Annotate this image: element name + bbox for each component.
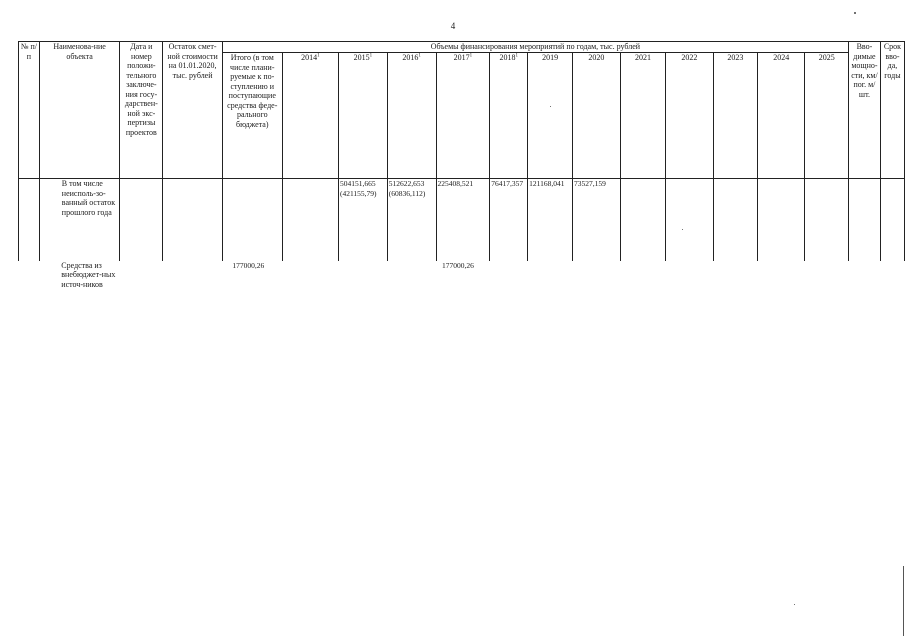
cell-2015 — [338, 179, 387, 261]
cell-2023 — [713, 261, 757, 321]
cell-total — [222, 179, 282, 261]
cell-2016 — [387, 179, 436, 261]
cell-2020 — [573, 261, 621, 321]
col-header-term: Срок вво-да, годы — [880, 42, 904, 179]
financing-table — [18, 41, 905, 321]
cell-2017: 225408,521 — [436, 179, 490, 261]
cell-total: 177000,26 — [232, 260, 265, 270]
col-header-year-2016: 2016$^1$ — [387, 53, 436, 179]
cell-2023 — [713, 179, 757, 261]
col-header-year-2015: 2015$^1$ — [338, 53, 387, 179]
cell-remainder — [163, 261, 223, 321]
col-header-year-2017: 2017$^1$ — [436, 53, 490, 179]
cell-2022 — [666, 261, 713, 321]
cell-number — [19, 179, 40, 261]
cell-2020: 73527,159 — [573, 179, 621, 261]
cell-2019 — [528, 261, 573, 321]
cell-2014 — [282, 261, 338, 321]
col-header-number: № п/п — [19, 42, 40, 179]
cell-term — [880, 261, 904, 321]
col-header-year-2022: 2022 — [666, 53, 713, 179]
col-header-year-2021: 2021 — [620, 53, 665, 179]
cell-2021 — [620, 179, 665, 261]
cell-2018: 76417,357 — [490, 179, 528, 261]
value-2015: 504151,665 — [339, 179, 376, 188]
col-header-year-2024: 2024 — [758, 53, 805, 179]
cell-capacity — [848, 261, 880, 321]
cell-expertise — [120, 179, 163, 261]
col-header-total: Итого (в том числе плани-руемые к по-ступлению и поступающие средства феде-рального бюджета) — [222, 53, 282, 179]
value-2016: 512622,653 — [388, 179, 425, 188]
col-header-name: Наименова-ние объекта — [39, 42, 120, 179]
page-number: 4 — [450, 21, 456, 31]
cell-2025 — [805, 261, 848, 321]
cell-number — [19, 261, 40, 321]
value-2015-federal: (421155,79) — [339, 188, 377, 198]
cell-2017: 177000,26 — [442, 260, 474, 270]
scan-speck — [794, 604, 795, 605]
cell-capacity — [848, 179, 880, 261]
cell-name: В том числе неисполь-зо-ванный остаток прошлого года — [39, 179, 120, 261]
col-header-year-2019: 2019 — [528, 53, 573, 179]
col-header-year-2023: 2023 — [713, 53, 757, 179]
cell-term — [880, 179, 904, 261]
col-header-financing-group: Объемы финансирования мероприятий по годам, тыс. рублей — [222, 42, 848, 53]
cell-2019: 121168,041 — [528, 179, 573, 261]
value-2016-federal: (60836,112) — [388, 188, 426, 198]
col-header-year-2020: 2020 — [573, 53, 621, 179]
col-header-remainder: Остаток смет-ной стоимости на 01.01.2020, тыс. рублей — [163, 42, 223, 179]
cell-2024 — [758, 261, 805, 321]
col-header-year-2018: 2018$^1$ — [490, 53, 528, 179]
table-row — [19, 179, 905, 261]
table-row — [19, 261, 905, 321]
cell-2024 — [758, 179, 805, 261]
cell-2021 — [620, 261, 665, 321]
scan-speck — [854, 12, 856, 14]
cell-remainder — [163, 179, 223, 261]
cell-2014 — [282, 179, 338, 261]
cell-2015 — [338, 261, 387, 321]
col-header-expertise: Дата и номер положи-тельного заключе-ния госу-дарствен-ной экс-пертизы проектов — [120, 42, 163, 179]
scan-edge — [903, 566, 904, 636]
col-header-capacity: Вво-димые мощно-сти, км/ пог. м/шт. — [848, 42, 880, 179]
header-row-top — [19, 42, 905, 53]
col-header-year-2025: 2025 — [805, 53, 848, 179]
cell-2022 — [666, 179, 713, 261]
cell-2016 — [387, 261, 436, 321]
cell-name: Средства из внебюджет-ных источ-ников — [61, 260, 116, 289]
cell-expertise — [120, 261, 163, 321]
col-header-year-2014: 2014$^1$ — [282, 53, 338, 179]
cell-2018 — [490, 261, 528, 321]
cell-2025 — [805, 179, 848, 261]
